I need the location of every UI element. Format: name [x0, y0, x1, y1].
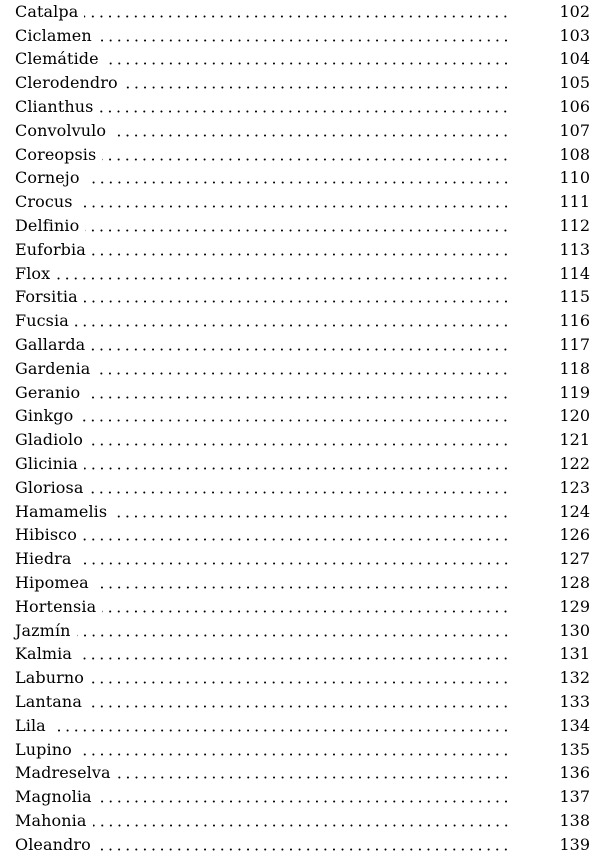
table-of-contents [15, 0, 590, 857]
toc-entry-page-number: 105 [559, 73, 590, 93]
dot-leader [89, 443, 510, 446]
toc-entry-title: Ciclamen [15, 25, 92, 45]
toc-entry-title: Gardenia [15, 358, 91, 378]
toc-entry-title: Lupino [15, 739, 72, 759]
toc-entry-title: Flox [15, 263, 51, 283]
toc-entry [15, 524, 590, 548]
dot-leader [88, 705, 510, 708]
toc-entry [15, 809, 590, 833]
toc-entry-page-number: 106 [559, 97, 590, 117]
toc-entry-title: Jazmín [15, 620, 71, 640]
toc-entry [15, 738, 590, 762]
toc-entry [15, 214, 590, 238]
toc-entry-page-number: 117 [559, 335, 590, 355]
toc-entry [15, 381, 590, 405]
toc-entry [15, 24, 590, 48]
toc-entry-page-number: 107 [559, 120, 590, 140]
toc-entry-title: Delfinio [15, 216, 80, 236]
dot-leader [86, 396, 510, 399]
toc-entry-page-number: 120 [559, 406, 590, 426]
toc-entry-page-number: 126 [559, 525, 590, 545]
toc-entry [15, 167, 590, 191]
toc-entry [15, 547, 590, 571]
toc-entry [15, 333, 590, 357]
dot-leader [79, 419, 510, 422]
toc-entry-page-number: 119 [559, 382, 590, 402]
toc-entry [15, 666, 590, 690]
toc-entry [15, 286, 590, 310]
dot-leader [95, 586, 510, 589]
toc-entry-title: Lantana [15, 692, 82, 711]
dot-leader [102, 158, 510, 161]
toc-entry-title: Geranio [15, 382, 81, 402]
toc-entry-title: Hiedra [15, 549, 72, 569]
dot-leader [92, 253, 510, 256]
toc-entry [15, 785, 590, 809]
toc-entry-page-number: 134 [559, 715, 590, 735]
toc-entry [15, 48, 590, 72]
toc-entry-title: Glicinia [15, 454, 78, 474]
dot-leader [78, 753, 510, 756]
toc-entry [15, 595, 590, 619]
toc-entry-title: Ginkgo [15, 406, 74, 426]
toc-entry-title: Forsitia [15, 287, 78, 307]
dot-leader [78, 562, 510, 565]
toc-entry-page-number: 139 [559, 834, 590, 854]
toc-entry-page-number: 121 [559, 430, 590, 450]
toc-entry-page-number: 138 [559, 810, 590, 830]
toc-entry [15, 0, 590, 24]
toc-entry-title: Hibisco [15, 525, 77, 545]
dot-leader [86, 181, 510, 184]
toc-entry-title: Kalmia [15, 644, 73, 664]
toc-entry-title: Euforbia [15, 239, 86, 259]
toc-entry-page-number: 135 [559, 739, 590, 759]
dot-leader [78, 657, 510, 660]
toc-entry-title: Catalpa [15, 1, 79, 21]
toc-entry [15, 452, 590, 476]
toc-entry-page-number: 122 [559, 454, 590, 474]
dot-leader [83, 538, 510, 541]
toc-entry-title: Fucsia [15, 311, 69, 331]
toc-entry [15, 690, 590, 714]
dot-leader [97, 848, 510, 851]
toc-entry-title: Gloriosa [15, 477, 84, 497]
dot-leader [124, 86, 510, 89]
toc-entry-page-number: 129 [559, 596, 590, 616]
toc-entry-page-number: 108 [559, 144, 590, 164]
dot-leader [77, 634, 510, 637]
toc-entry-title: Cornejo [15, 168, 80, 188]
toc-entry [15, 833, 590, 857]
dot-leader [113, 515, 510, 518]
dot-leader [96, 372, 510, 375]
toc-entry [15, 71, 590, 95]
dot-leader [90, 681, 510, 684]
toc-entry-page-number: 102 [559, 1, 590, 21]
toc-entry-page-number: 124 [559, 501, 590, 521]
toc-entry [15, 95, 590, 119]
toc-entry-title: Crocus [15, 192, 73, 212]
toc-entry [15, 309, 590, 333]
toc-entry-page-number: 103 [559, 25, 590, 45]
toc-entry-page-number: 104 [559, 49, 590, 69]
toc-entry [15, 405, 590, 429]
dot-leader [102, 610, 510, 613]
toc-entry-page-number: 131 [559, 644, 590, 664]
toc-entry-page-number: 132 [559, 668, 590, 688]
dot-leader [85, 229, 510, 232]
toc-entry-title: Hortensia [15, 596, 97, 616]
toc-entry [15, 571, 590, 595]
toc-entry-title: Clianthus [15, 97, 94, 117]
toc-entry [15, 143, 590, 167]
toc-entry-title: Gallarda [15, 335, 86, 355]
toc-entry-page-number: 137 [559, 787, 590, 807]
dot-leader [99, 110, 510, 113]
toc-entry-title: Coreopsis [15, 144, 97, 164]
dot-leader [52, 729, 510, 732]
toc-entry-page-number: 136 [559, 763, 590, 783]
toc-entry-title: Gladiolo [15, 430, 83, 450]
toc-entry-page-number: 110 [559, 168, 590, 188]
toc-entry-page-number: 113 [559, 239, 590, 259]
toc-entry-title: Clemátide [15, 49, 99, 69]
toc-entry-title: Madreselva [15, 763, 111, 783]
toc-entry-page-number: 111 [559, 192, 590, 212]
dot-leader [105, 62, 510, 65]
toc-entry-page-number: 112 [559, 216, 590, 236]
toc-entry-page-number: 127 [559, 549, 590, 569]
toc-entry-title: Convolvulo [15, 120, 107, 140]
dot-leader [79, 205, 510, 208]
toc-entry [15, 262, 590, 286]
toc-entry-title: Mahonia [15, 810, 87, 830]
dot-leader [112, 134, 510, 137]
dot-leader [98, 800, 510, 803]
toc-entry-page-number: 133 [559, 692, 590, 711]
toc-entry [15, 643, 590, 667]
toc-entry-page-number: 114 [559, 263, 590, 283]
toc-entry [15, 619, 590, 643]
dot-leader [89, 491, 510, 494]
dot-leader [75, 324, 510, 327]
dot-leader [84, 300, 510, 303]
dot-leader [56, 277, 510, 280]
toc-entry [15, 714, 590, 738]
toc-entry [15, 238, 590, 262]
toc-entry-title: Clerodendro [15, 73, 118, 93]
toc-entry-page-number: 123 [559, 477, 590, 497]
dot-leader [84, 15, 510, 18]
toc-entry-page-number: 118 [559, 358, 590, 378]
toc-entry-page-number: 115 [559, 287, 590, 307]
toc-entry [15, 476, 590, 500]
dot-leader [91, 348, 510, 351]
toc-entry [15, 428, 590, 452]
toc-entry-page-number: 130 [559, 620, 590, 640]
dot-leader [93, 824, 510, 827]
toc-entry-page-number: 128 [559, 573, 590, 593]
dot-leader [84, 467, 510, 470]
toc-entry [15, 190, 590, 214]
toc-entry-title: Magnolia [15, 787, 92, 807]
dot-leader [117, 776, 510, 779]
toc-entry [15, 119, 590, 143]
toc-entry [15, 762, 590, 786]
toc-entry [15, 500, 590, 524]
toc-entry-title: Lila [15, 715, 46, 735]
toc-entry-title: Laburno [15, 668, 84, 688]
toc-entry-title: Oleandro [15, 834, 91, 854]
toc-entry-title: Hamamelis [15, 501, 108, 521]
toc-entry-title: Hipomea [15, 573, 89, 593]
toc-entry [15, 357, 590, 381]
dot-leader [98, 39, 510, 42]
toc-entry-page-number: 116 [559, 311, 590, 331]
